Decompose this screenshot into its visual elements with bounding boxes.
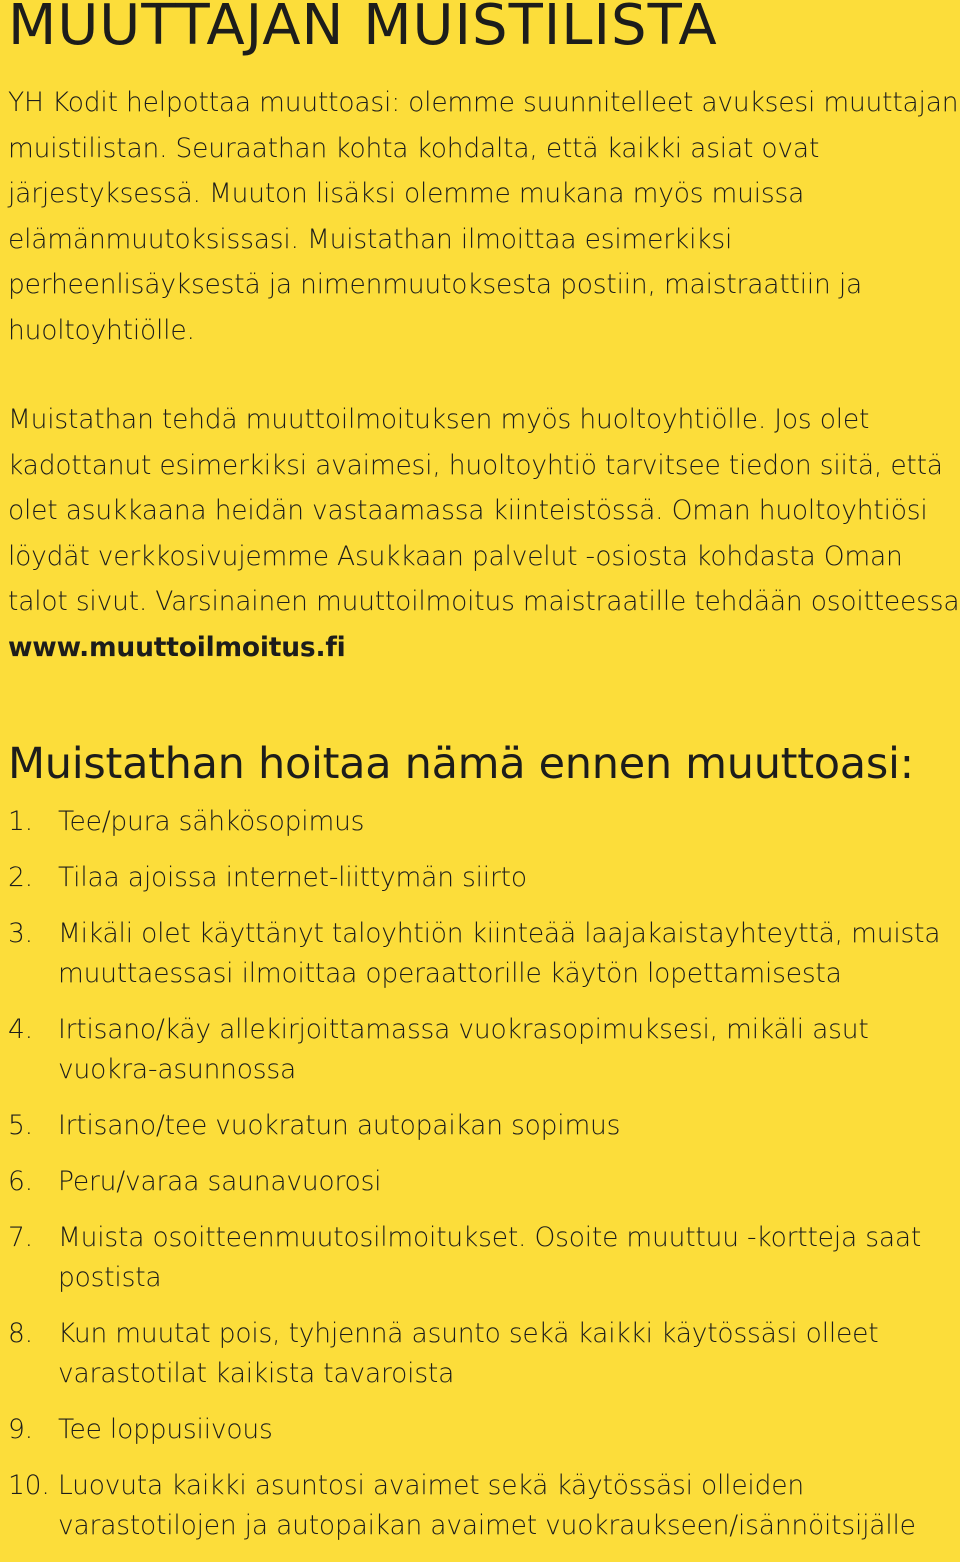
list-item	[8, 914, 960, 994]
item-text: Peru/varaa saunavuorosi	[58, 1166, 382, 1197]
list-item	[8, 802, 960, 842]
list-item	[8, 1162, 960, 1202]
list-item	[8, 1218, 960, 1298]
list-item	[8, 1010, 960, 1090]
intro-paragraph: YH Kodit helpottaa muuttoasi: olemme suunnitelleet avuksesi muuttajan muistilistan. Seuraathan kohta kohdalta, että kaikki asiat ovat järjestyksessä. Muuton lisäksi olemme mukana myös muissa elämänmuutoksissasi. Muistathan ilmoittaa esimerkiksi perheenlisäyksestä ja nimenmuutoksesta postiin, maistraattiin ja huoltoyhtiölle.	[8, 87, 959, 346]
item-number: 9.	[8, 1414, 33, 1445]
item-number: 7.	[8, 1222, 33, 1253]
item-number: 10.	[8, 1470, 50, 1501]
list-item	[8, 858, 960, 898]
item-number: 6.	[8, 1166, 33, 1197]
list-item	[8, 1106, 960, 1146]
list-item	[8, 1466, 960, 1546]
page-title: MUUTTAJAN MUISTILISTA	[8, 0, 718, 58]
item-number: 2.	[8, 862, 33, 893]
checklist	[8, 802, 960, 1546]
item-text: Mikäli olet käyttänyt taloyhtiön kiinteää laajakaistayhteyttä, muista muuttaessasi ilmoittaa operaattorille käytön lopettamisesta	[58, 918, 941, 989]
item-text: Irtisano/tee vuokratun autopaikan sopimus	[58, 1110, 621, 1141]
list-item	[8, 1314, 960, 1394]
item-text: Luovuta kaikki asuntosi avaimet sekä käytössäsi olleiden varastotilojen ja autopaikan avaimet vuokraukseen/isännöitsijälle	[58, 1470, 916, 1541]
checklist-heading: Muistathan hoitaa nämä ennen muuttoasi:	[8, 739, 914, 789]
item-text: Kun muutat pois, tyhjennä asunto sekä kaikki käytössäsi olleet varastotilat kaikista tavaroista	[58, 1318, 879, 1389]
muuttoilmoitus-link[interactable]: www.muuttoilmoitus.fi	[8, 631, 346, 663]
item-number: 1.	[8, 806, 33, 837]
item-number: 3.	[8, 918, 33, 949]
notice-paragraph	[8, 397, 960, 670]
list-item	[8, 1410, 960, 1450]
notice-text: Muistathan tehdä muuttoilmoituksen myös huoltoyhtiölle. Jos olet kadottanut esimerkiksi avaimesi, huoltoyhtiö tarvitsee tiedon siitä, että olet asukkaana heidän vastaamassa kiinteistössä. Oman huoltoyhtiösi löydät verkkosivujemme Asukkaan palvelut -osiosta kohdasta Oman talot sivut. Varsinainen muuttoilmoitus maistraatille tehdään osoitteessa	[8, 404, 960, 617]
item-number: 5.	[8, 1110, 33, 1141]
item-text: Tee loppusiivous	[58, 1414, 273, 1445]
item-text: Tee/pura sähkösopimus	[58, 806, 365, 837]
item-number: 8.	[8, 1318, 33, 1349]
item-text: Irtisano/käy allekirjoittamassa vuokrasopimuksesi, mikäli asut vuokra-asunnossa	[58, 1014, 869, 1085]
document-page	[8, 0, 960, 1562]
item-text: Tilaa ajoissa internet-liittymän siirto	[58, 862, 527, 893]
item-number: 4.	[8, 1014, 33, 1045]
item-text: Muista osoitteenmuutosilmoitukset. Osoite muuttuu -kortteja saat postista	[58, 1222, 922, 1293]
